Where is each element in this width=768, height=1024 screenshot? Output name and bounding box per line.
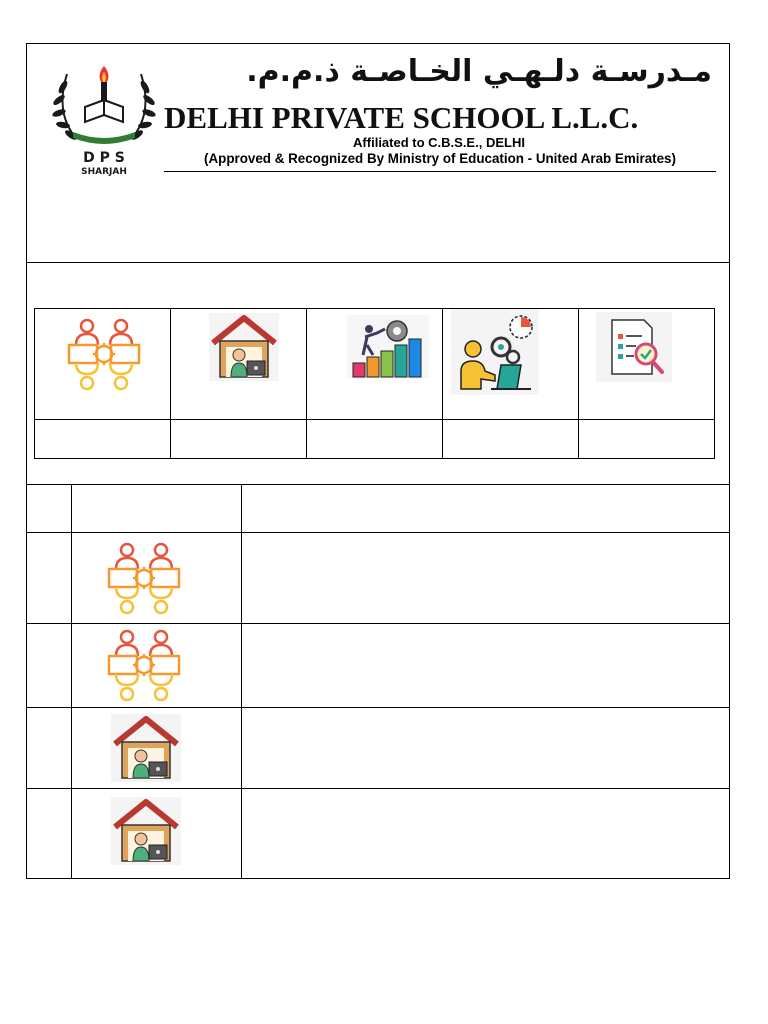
row-text-cell xyxy=(241,624,729,707)
row-text-cell xyxy=(241,533,729,623)
school-header xyxy=(27,44,729,263)
header-text-cell xyxy=(241,485,729,532)
icon-cell-growth xyxy=(307,309,443,419)
header-underline xyxy=(164,171,716,172)
growth-chart-icon xyxy=(347,315,429,379)
table-row xyxy=(27,789,729,878)
icon-caption-2 xyxy=(171,419,307,458)
school-name-arabic: مـدرسـة دلـهـي الخـاصـة ذ.م.م. xyxy=(246,54,712,89)
work-from-home-icon xyxy=(209,313,279,381)
row-number-cell xyxy=(27,708,72,788)
icon-cell-collaboration xyxy=(35,309,171,419)
time-management-icon xyxy=(451,309,539,395)
collaboration-icon xyxy=(107,628,181,704)
logo-letters: D P S xyxy=(83,150,125,166)
icon-caption-1 xyxy=(35,419,171,458)
activity-table xyxy=(27,485,729,878)
school-name-english: DELHI PRIVATE SCHOOL L.L.C. xyxy=(164,100,639,135)
collaboration-icon xyxy=(67,317,141,393)
row-icon-cell xyxy=(71,624,242,707)
icon-caption-4 xyxy=(443,419,579,458)
icon-caption-3 xyxy=(307,419,443,458)
table-row xyxy=(27,624,729,708)
logo-city: SHARJAH xyxy=(81,167,127,176)
row-text-cell xyxy=(241,789,729,878)
worksheet-frame xyxy=(26,43,730,879)
school-logo xyxy=(45,52,163,176)
row-icon-cell xyxy=(71,789,242,878)
table-header-row xyxy=(27,485,729,533)
row-number-cell xyxy=(27,789,72,878)
icon-cell-home-work xyxy=(171,309,307,419)
row-number-cell xyxy=(27,533,72,623)
icon-caption-5 xyxy=(579,419,714,458)
icon-cell-checklist xyxy=(579,309,714,419)
row-icon-cell xyxy=(71,533,242,623)
table-row xyxy=(27,533,729,624)
approval-text: (Approved & Recognized By Ministry of Education - United Arab Emirates) xyxy=(204,151,676,166)
collaboration-icon xyxy=(107,541,181,617)
icon-grid-table xyxy=(34,308,715,459)
work-from-home-icon xyxy=(111,714,181,782)
row-text-cell xyxy=(241,708,729,788)
affiliation-text: Affiliated to C.B.S.E., DELHI xyxy=(353,135,525,150)
checklist-review-icon xyxy=(596,312,672,382)
header-number-cell xyxy=(27,485,72,532)
row-number-cell xyxy=(27,624,72,707)
header-icon-cell xyxy=(71,485,242,532)
row-icon-cell xyxy=(71,708,242,788)
icon-cell-time-management xyxy=(443,309,579,419)
work-from-home-icon xyxy=(111,797,181,865)
table-row xyxy=(27,708,729,789)
